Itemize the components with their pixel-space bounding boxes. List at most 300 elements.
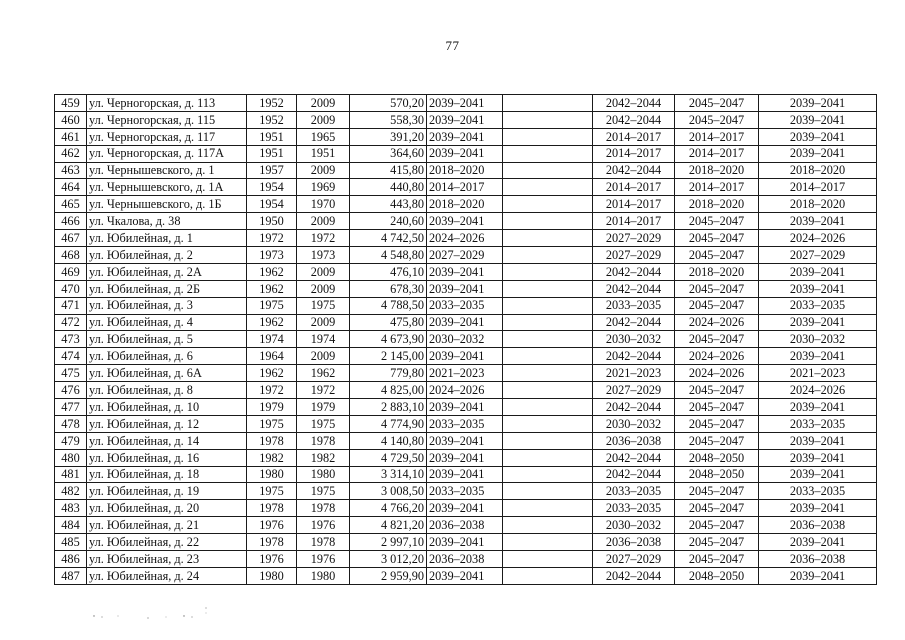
cell-period-2 xyxy=(503,483,593,500)
cell-row-number: 472 xyxy=(55,314,87,331)
cell-year-built: 1975 xyxy=(247,415,297,432)
cell-period-3: 2033–2035 xyxy=(593,483,675,500)
table-row xyxy=(55,230,877,247)
cell-period-3: 2042–2044 xyxy=(593,399,675,416)
cell-year-built: 1978 xyxy=(247,534,297,551)
cell-year-overhaul: 1979 xyxy=(297,399,350,416)
cell-row-number: 486 xyxy=(55,551,87,568)
cell-period-2 xyxy=(503,432,593,449)
cell-period-1: 2027–2029 xyxy=(427,247,503,264)
cell-total-area: 3 012,20 xyxy=(350,551,427,568)
cell-year-built: 1978 xyxy=(247,432,297,449)
cell-address: ул. Юбилейная, д. 16 xyxy=(87,449,247,466)
cell-row-number: 482 xyxy=(55,483,87,500)
cell-total-area: 4 673,90 xyxy=(350,331,427,348)
cell-year-built: 1982 xyxy=(247,449,297,466)
cell-address: ул. Черногорская, д. 113 xyxy=(87,95,247,112)
cell-period-1: 2014–2017 xyxy=(427,179,503,196)
cell-row-number: 484 xyxy=(55,517,87,534)
table-row xyxy=(55,128,877,145)
cell-row-number: 460 xyxy=(55,111,87,128)
cell-period-2 xyxy=(503,415,593,432)
cell-period-5: 2039–2041 xyxy=(759,534,877,551)
cell-period-3: 2030–2032 xyxy=(593,415,675,432)
cell-period-3: 2042–2044 xyxy=(593,314,675,331)
cell-period-2 xyxy=(503,567,593,584)
cell-period-5: 2021–2023 xyxy=(759,365,877,382)
cell-period-3: 2042–2044 xyxy=(593,263,675,280)
cell-address: ул. Юбилейная, д. 10 xyxy=(87,399,247,416)
cell-row-number: 480 xyxy=(55,449,87,466)
cell-year-overhaul: 1978 xyxy=(297,500,350,517)
cell-year-built: 1980 xyxy=(247,466,297,483)
cell-period-4: 2045–2047 xyxy=(675,297,759,314)
cell-year-built: 1975 xyxy=(247,483,297,500)
cell-period-3: 2014–2017 xyxy=(593,196,675,213)
cell-period-5: 2039–2041 xyxy=(759,111,877,128)
cell-period-2 xyxy=(503,500,593,517)
cell-year-overhaul: 2009 xyxy=(297,348,350,365)
cell-period-1: 2024–2026 xyxy=(427,230,503,247)
cell-total-area: 4 774,90 xyxy=(350,415,427,432)
cell-period-1: 2039–2041 xyxy=(427,213,503,230)
cell-period-2 xyxy=(503,382,593,399)
cell-total-area: 4 766,20 xyxy=(350,500,427,517)
cell-period-2 xyxy=(503,551,593,568)
cell-period-4: 2018–2020 xyxy=(675,196,759,213)
cell-period-5: 2036–2038 xyxy=(759,517,877,534)
cell-period-2 xyxy=(503,95,593,112)
table-row xyxy=(55,567,877,584)
cell-period-4: 2045–2047 xyxy=(675,415,759,432)
cell-address: ул. Юбилейная, д. 2 xyxy=(87,247,247,264)
cell-year-built: 1962 xyxy=(247,280,297,297)
cell-year-built: 1964 xyxy=(247,348,297,365)
cell-period-1: 2039–2041 xyxy=(427,263,503,280)
cell-period-2 xyxy=(503,263,593,280)
cell-period-4: 2045–2047 xyxy=(675,331,759,348)
cell-period-1: 2024–2026 xyxy=(427,382,503,399)
cell-total-area: 4 729,50 xyxy=(350,449,427,466)
cell-total-area: 391,20 xyxy=(350,128,427,145)
cell-period-5: 2036–2038 xyxy=(759,551,877,568)
cell-period-3: 2030–2032 xyxy=(593,331,675,348)
cell-period-3: 2014–2017 xyxy=(593,128,675,145)
cell-period-2 xyxy=(503,179,593,196)
cell-period-3: 2042–2044 xyxy=(593,567,675,584)
cell-total-area: 2 145,00 xyxy=(350,348,427,365)
cell-year-built: 1954 xyxy=(247,179,297,196)
cell-row-number: 487 xyxy=(55,567,87,584)
cell-total-area: 2 959,90 xyxy=(350,567,427,584)
cell-period-5: 2033–2035 xyxy=(759,483,877,500)
cell-row-number: 473 xyxy=(55,331,87,348)
cell-total-area: 4 548,80 xyxy=(350,247,427,264)
cell-year-built: 1962 xyxy=(247,314,297,331)
cell-period-5: 2039–2041 xyxy=(759,145,877,162)
cell-row-number: 477 xyxy=(55,399,87,416)
cell-period-5: 2033–2035 xyxy=(759,297,877,314)
cell-row-number: 467 xyxy=(55,230,87,247)
cell-period-4: 2045–2047 xyxy=(675,230,759,247)
table-row xyxy=(55,247,877,264)
cell-address: ул. Юбилейная, д. 4 xyxy=(87,314,247,331)
cell-year-overhaul: 1978 xyxy=(297,432,350,449)
cell-total-area: 4 788,50 xyxy=(350,297,427,314)
cell-period-1: 2039–2041 xyxy=(427,534,503,551)
table-row xyxy=(55,517,877,534)
cell-period-5: 2039–2041 xyxy=(759,95,877,112)
cell-year-built: 1979 xyxy=(247,399,297,416)
cell-period-4: 2024–2026 xyxy=(675,365,759,382)
cell-total-area: 364,60 xyxy=(350,145,427,162)
cell-period-5: 2039–2041 xyxy=(759,500,877,517)
cell-period-1: 2039–2041 xyxy=(427,95,503,112)
cell-address: ул. Чернышевского, д. 1А xyxy=(87,179,247,196)
table-row xyxy=(55,314,877,331)
cell-address: ул. Юбилейная, д. 18 xyxy=(87,466,247,483)
cell-year-overhaul: 1976 xyxy=(297,551,350,568)
cell-period-1: 2033–2035 xyxy=(427,415,503,432)
cell-year-overhaul: 1982 xyxy=(297,449,350,466)
cell-period-4: 2045–2047 xyxy=(675,213,759,230)
cell-period-1: 2036–2038 xyxy=(427,551,503,568)
cell-year-built: 1951 xyxy=(247,128,297,145)
cell-address: ул. Чкалова, д. 38 xyxy=(87,213,247,230)
cell-period-1: 2039–2041 xyxy=(427,128,503,145)
cell-year-overhaul: 2009 xyxy=(297,314,350,331)
cell-row-number: 465 xyxy=(55,196,87,213)
cell-period-1: 2018–2020 xyxy=(427,162,503,179)
cell-total-area: 779,80 xyxy=(350,365,427,382)
cell-period-3: 2033–2035 xyxy=(593,500,675,517)
cell-address: ул. Юбилейная, д. 6А xyxy=(87,365,247,382)
cell-year-overhaul: 2009 xyxy=(297,111,350,128)
cell-period-2 xyxy=(503,162,593,179)
cell-period-2 xyxy=(503,348,593,365)
cell-year-built: 1973 xyxy=(247,247,297,264)
cell-period-4: 2018–2020 xyxy=(675,162,759,179)
table-row xyxy=(55,263,877,280)
cell-period-5: 2039–2041 xyxy=(759,128,877,145)
cell-period-2 xyxy=(503,517,593,534)
cell-period-4: 2045–2047 xyxy=(675,517,759,534)
cell-year-overhaul: 1975 xyxy=(297,297,350,314)
cell-year-overhaul: 1965 xyxy=(297,128,350,145)
cell-address: ул. Юбилейная, д. 14 xyxy=(87,432,247,449)
cell-period-1: 2018–2020 xyxy=(427,196,503,213)
table-row xyxy=(55,382,877,399)
cell-row-number: 481 xyxy=(55,466,87,483)
cell-period-1: 2039–2041 xyxy=(427,449,503,466)
cell-period-5: 2014–2017 xyxy=(759,179,877,196)
cell-row-number: 464 xyxy=(55,179,87,196)
cell-address: ул. Чернышевского, д. 1 xyxy=(87,162,247,179)
cell-year-overhaul: 1969 xyxy=(297,179,350,196)
cell-period-3: 2027–2029 xyxy=(593,230,675,247)
cell-period-4: 2045–2047 xyxy=(675,247,759,264)
cell-year-overhaul: 1974 xyxy=(297,331,350,348)
cell-period-4: 2024–2026 xyxy=(675,314,759,331)
cell-period-2 xyxy=(503,331,593,348)
cell-year-overhaul: 1975 xyxy=(297,483,350,500)
cell-address: ул. Юбилейная, д. 12 xyxy=(87,415,247,432)
cell-year-overhaul: 1951 xyxy=(297,145,350,162)
cell-year-built: 1957 xyxy=(247,162,297,179)
cell-total-area: 476,10 xyxy=(350,263,427,280)
cell-row-number: 478 xyxy=(55,415,87,432)
cell-year-overhaul: 2009 xyxy=(297,95,350,112)
cell-row-number: 463 xyxy=(55,162,87,179)
cell-row-number: 485 xyxy=(55,534,87,551)
cell-total-area: 3 008,50 xyxy=(350,483,427,500)
cell-period-5: 2039–2041 xyxy=(759,466,877,483)
cell-period-5: 2039–2041 xyxy=(759,348,877,365)
cell-period-1: 2030–2032 xyxy=(427,331,503,348)
cell-period-4: 2048–2050 xyxy=(675,466,759,483)
cell-year-overhaul: 1972 xyxy=(297,230,350,247)
cell-row-number: 476 xyxy=(55,382,87,399)
cell-address: ул. Черногорская, д. 117 xyxy=(87,128,247,145)
cell-row-number: 471 xyxy=(55,297,87,314)
cell-period-5: 2039–2041 xyxy=(759,449,877,466)
cell-period-2 xyxy=(503,297,593,314)
cell-total-area: 475,80 xyxy=(350,314,427,331)
cell-total-area: 558,30 xyxy=(350,111,427,128)
cell-period-1: 2039–2041 xyxy=(427,145,503,162)
cell-period-1: 2039–2041 xyxy=(427,314,503,331)
cell-year-built: 1962 xyxy=(247,263,297,280)
cell-period-3: 2042–2044 xyxy=(593,111,675,128)
cell-address: ул. Юбилейная, д. 21 xyxy=(87,517,247,534)
cell-year-overhaul: 2009 xyxy=(297,162,350,179)
cell-address: ул. Юбилейная, д. 3 xyxy=(87,297,247,314)
cell-address: ул. Юбилейная, д. 19 xyxy=(87,483,247,500)
cell-period-2 xyxy=(503,466,593,483)
cell-address: ул. Юбилейная, д. 6 xyxy=(87,348,247,365)
cell-period-5: 2033–2035 xyxy=(759,415,877,432)
cell-address: ул. Юбилейная, д. 24 xyxy=(87,567,247,584)
cell-period-3: 2036–2038 xyxy=(593,534,675,551)
cell-period-5: 2024–2026 xyxy=(759,382,877,399)
cell-period-3: 2014–2017 xyxy=(593,213,675,230)
cell-period-5: 2030–2032 xyxy=(759,331,877,348)
cell-row-number: 468 xyxy=(55,247,87,264)
cell-period-2 xyxy=(503,534,593,551)
cell-address: ул. Юбилейная, д. 22 xyxy=(87,534,247,551)
cell-period-3: 2014–2017 xyxy=(593,179,675,196)
cell-period-1: 2039–2041 xyxy=(427,466,503,483)
cell-period-2 xyxy=(503,449,593,466)
cell-period-5: 2039–2041 xyxy=(759,263,877,280)
cell-period-4: 2045–2047 xyxy=(675,432,759,449)
cell-period-1: 2039–2041 xyxy=(427,432,503,449)
table-row xyxy=(55,111,877,128)
cell-period-4: 2045–2047 xyxy=(675,500,759,517)
cell-total-area: 415,80 xyxy=(350,162,427,179)
cell-year-overhaul: 2009 xyxy=(297,213,350,230)
cell-period-4: 2045–2047 xyxy=(675,280,759,297)
cell-address: ул. Юбилейная, д. 20 xyxy=(87,500,247,517)
cell-period-4: 2014–2017 xyxy=(675,128,759,145)
cell-total-area: 570,20 xyxy=(350,95,427,112)
cell-total-area: 4 742,50 xyxy=(350,230,427,247)
cell-period-4: 2045–2047 xyxy=(675,483,759,500)
cell-period-4: 2018–2020 xyxy=(675,263,759,280)
cell-year-built: 1976 xyxy=(247,551,297,568)
cell-period-2 xyxy=(503,230,593,247)
cell-address: ул. Юбилейная, д. 5 xyxy=(87,331,247,348)
cell-period-3: 2042–2044 xyxy=(593,466,675,483)
cell-period-4: 2045–2047 xyxy=(675,95,759,112)
cell-address: ул. Черногорская, д. 115 xyxy=(87,111,247,128)
cell-period-1: 2039–2041 xyxy=(427,280,503,297)
cell-address: ул. Юбилейная, д. 23 xyxy=(87,551,247,568)
cell-year-overhaul: 1973 xyxy=(297,247,350,264)
table-row xyxy=(55,432,877,449)
cell-period-2 xyxy=(503,314,593,331)
cell-row-number: 475 xyxy=(55,365,87,382)
cell-year-overhaul: 1980 xyxy=(297,567,350,584)
cell-period-1: 2039–2041 xyxy=(427,399,503,416)
cell-period-5: 2039–2041 xyxy=(759,280,877,297)
cell-year-overhaul: 1970 xyxy=(297,196,350,213)
page-number: 77 xyxy=(445,38,460,53)
table-row xyxy=(55,162,877,179)
cell-period-3: 2014–2017 xyxy=(593,145,675,162)
cell-period-3: 2033–2035 xyxy=(593,297,675,314)
cell-year-overhaul: 1975 xyxy=(297,415,350,432)
table-row xyxy=(55,179,877,196)
table-row xyxy=(55,500,877,517)
table-row xyxy=(55,365,877,382)
cell-period-5: 2039–2041 xyxy=(759,432,877,449)
cell-period-4: 2014–2017 xyxy=(675,179,759,196)
cell-total-area: 4 140,80 xyxy=(350,432,427,449)
cell-period-5: 2018–2020 xyxy=(759,162,877,179)
cell-period-5: 2024–2026 xyxy=(759,230,877,247)
cell-year-built: 1972 xyxy=(247,382,297,399)
cell-period-5: 2018–2020 xyxy=(759,196,877,213)
cell-period-5: 2039–2041 xyxy=(759,399,877,416)
cell-period-4: 2045–2047 xyxy=(675,111,759,128)
cell-address: ул. Юбилейная, д. 8 xyxy=(87,382,247,399)
cell-period-3: 2027–2029 xyxy=(593,247,675,264)
cell-period-2 xyxy=(503,196,593,213)
cell-year-built: 1978 xyxy=(247,500,297,517)
cell-period-2 xyxy=(503,128,593,145)
cell-period-4: 2014–2017 xyxy=(675,145,759,162)
cell-period-2 xyxy=(503,365,593,382)
cell-period-3: 2021–2023 xyxy=(593,365,675,382)
cell-period-5: 2039–2041 xyxy=(759,567,877,584)
cell-year-built: 1972 xyxy=(247,230,297,247)
table-row xyxy=(55,551,877,568)
cell-year-overhaul: 1962 xyxy=(297,365,350,382)
cell-address: ул. Юбилейная, д. 2А xyxy=(87,263,247,280)
cell-period-4: 2048–2050 xyxy=(675,567,759,584)
cell-total-area: 2 883,10 xyxy=(350,399,427,416)
table-row xyxy=(55,196,877,213)
cell-row-number: 461 xyxy=(55,128,87,145)
cell-period-2 xyxy=(503,399,593,416)
table-row xyxy=(55,449,877,466)
table-row xyxy=(55,415,877,432)
cell-row-number: 466 xyxy=(55,213,87,230)
cell-total-area: 440,80 xyxy=(350,179,427,196)
cell-period-3: 2042–2044 xyxy=(593,280,675,297)
building-registry-table xyxy=(54,94,877,585)
cell-period-4: 2048–2050 xyxy=(675,449,759,466)
cell-period-3: 2036–2038 xyxy=(593,432,675,449)
cell-period-5: 2039–2041 xyxy=(759,314,877,331)
cell-period-1: 2039–2041 xyxy=(427,111,503,128)
cell-period-2 xyxy=(503,280,593,297)
cell-period-5: 2039–2041 xyxy=(759,213,877,230)
cell-period-1: 2039–2041 xyxy=(427,567,503,584)
cell-period-2 xyxy=(503,145,593,162)
table-row xyxy=(55,213,877,230)
cell-period-3: 2042–2044 xyxy=(593,162,675,179)
table-row xyxy=(55,399,877,416)
table-body xyxy=(55,95,877,585)
cell-year-built: 1974 xyxy=(247,331,297,348)
cell-total-area: 3 314,10 xyxy=(350,466,427,483)
cell-period-1: 2033–2035 xyxy=(427,297,503,314)
cell-total-area: 240,60 xyxy=(350,213,427,230)
cell-year-built: 1951 xyxy=(247,145,297,162)
cell-year-built: 1952 xyxy=(247,111,297,128)
cell-period-4: 2024–2026 xyxy=(675,348,759,365)
cell-period-1: 2021–2023 xyxy=(427,365,503,382)
cell-period-1: 2033–2035 xyxy=(427,483,503,500)
cell-address: ул. Черногорская, д. 117А xyxy=(87,145,247,162)
cell-year-built: 1975 xyxy=(247,297,297,314)
cell-period-3: 2042–2044 xyxy=(593,449,675,466)
cell-year-built: 1950 xyxy=(247,213,297,230)
cell-period-4: 2045–2047 xyxy=(675,382,759,399)
cell-year-built: 1952 xyxy=(247,95,297,112)
cell-period-2 xyxy=(503,111,593,128)
cell-period-3: 2030–2032 xyxy=(593,517,675,534)
cell-row-number: 474 xyxy=(55,348,87,365)
cell-row-number: 483 xyxy=(55,500,87,517)
cell-period-1: 2039–2041 xyxy=(427,500,503,517)
cell-year-overhaul: 2009 xyxy=(297,280,350,297)
cell-row-number: 469 xyxy=(55,263,87,280)
cell-year-overhaul: 2009 xyxy=(297,263,350,280)
cell-total-area: 4 825,00 xyxy=(350,382,427,399)
cell-year-overhaul: 1978 xyxy=(297,534,350,551)
table-row xyxy=(55,331,877,348)
cell-row-number: 470 xyxy=(55,280,87,297)
cell-total-area: 4 821,20 xyxy=(350,517,427,534)
cell-period-3: 2027–2029 xyxy=(593,382,675,399)
cell-period-2 xyxy=(503,213,593,230)
cell-year-built: 1980 xyxy=(247,567,297,584)
cell-row-number: 462 xyxy=(55,145,87,162)
cell-period-5: 2027–2029 xyxy=(759,247,877,264)
cell-period-1: 2036–2038 xyxy=(427,517,503,534)
table-row xyxy=(55,534,877,551)
cell-period-1: 2039–2041 xyxy=(427,348,503,365)
table-row xyxy=(55,145,877,162)
cell-period-4: 2045–2047 xyxy=(675,534,759,551)
cell-year-built: 1954 xyxy=(247,196,297,213)
cell-year-built: 1976 xyxy=(247,517,297,534)
table-row xyxy=(55,483,877,500)
cell-year-built: 1962 xyxy=(247,365,297,382)
